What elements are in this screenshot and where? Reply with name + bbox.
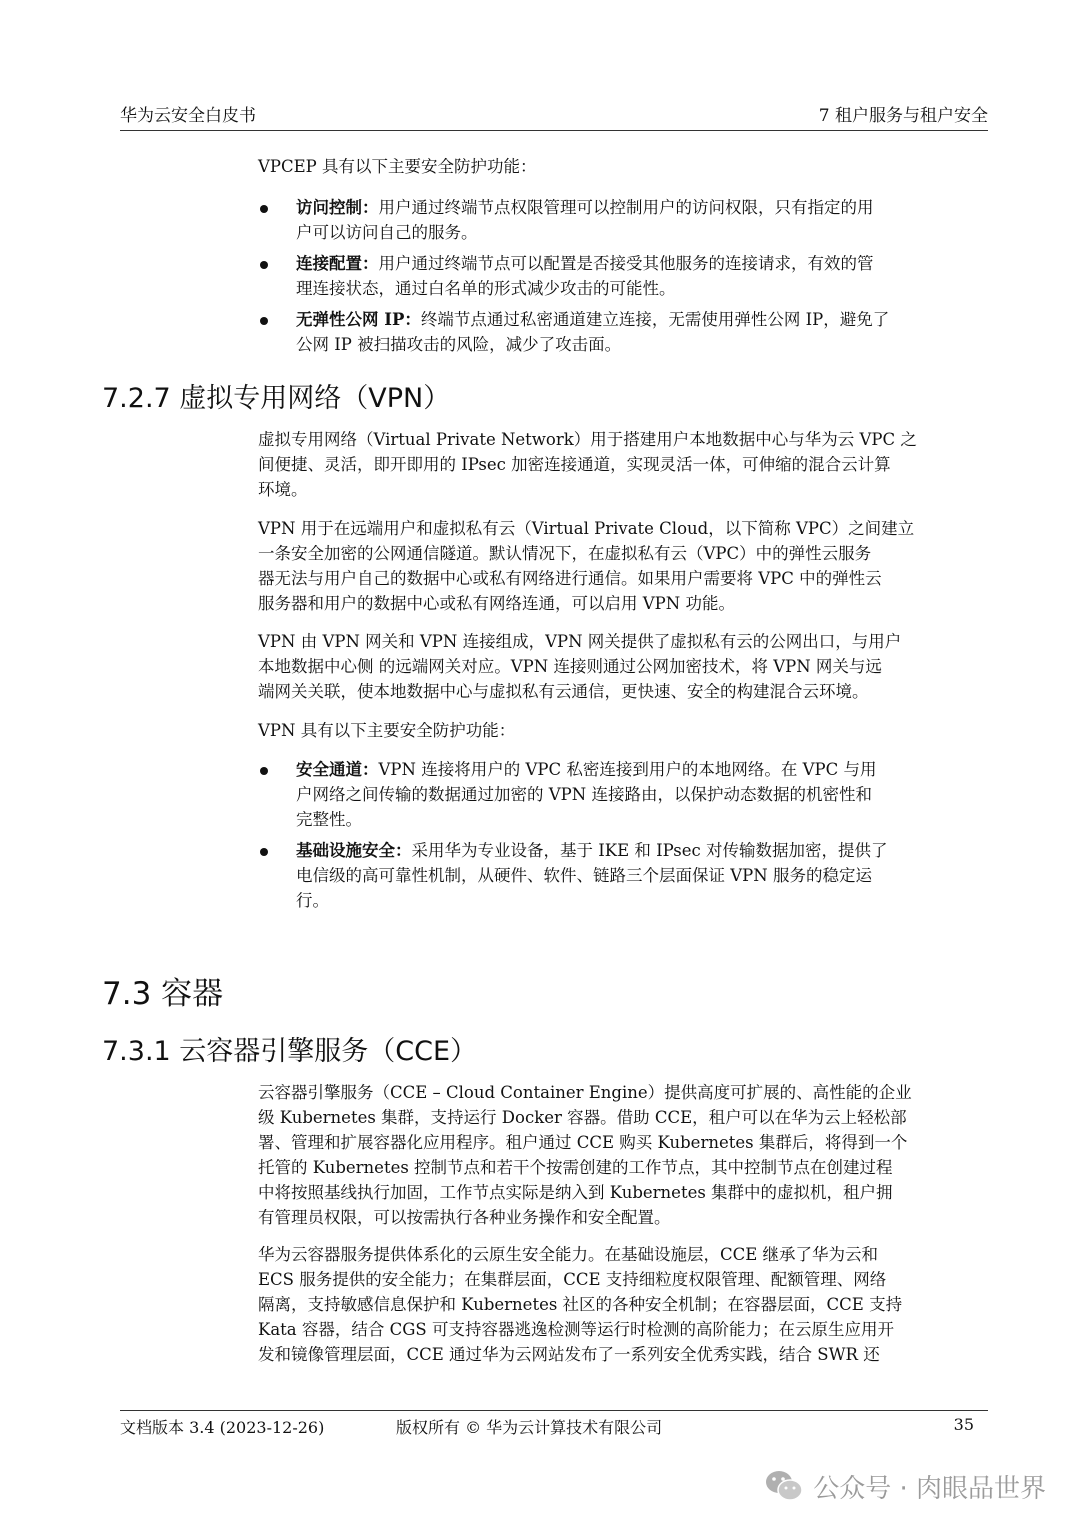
list-item	[258, 251, 978, 301]
text-line: 端网关关联，使本地数据中心与虚拟私有云通信，更快速、安全的构建混合云环境。	[258, 682, 869, 701]
bullet-text: 户网络之间传输的数据通过加密的 VPN 连接路由，以保护动态数据的机密性和	[296, 785, 872, 804]
text-line: VPN 由 VPN 网关和 VPN 连接组成，VPN 网关提供了虚拟私有云的公网出口，与用户	[258, 632, 902, 651]
text-line: 中将按照基线执行加固，工作节点实际是纳入到 Kubernetes 集群中的虚拟机，租户拥	[258, 1183, 893, 1202]
vpn-intro: VPN 具有以下主要安全防护功能：	[258, 721, 516, 740]
bullet-icon	[260, 205, 268, 213]
bullet-icon	[260, 261, 268, 269]
bullet-icon	[260, 317, 268, 325]
text-line: VPN 用于在远端用户和虚拟私有云（Virtual Private Cloud，以下简称 VPC）之间建立	[258, 519, 915, 538]
text-line: 云容器引擎服务（CCE – Cloud Container Engine）提供高度可扩展的、高性能的企业	[258, 1083, 912, 1102]
page-number: 35	[953, 1415, 974, 1434]
text-line: 器无法与用户自己的数据中心或私有网络进行通信。如果用户需要将 VPC 中的弹性云	[258, 569, 882, 588]
text-line: Kata 容器，结合 CGS 可支持容器逃逸检测等运行时检测的高阶能力；在云原生应用开	[258, 1320, 894, 1339]
list-item	[258, 307, 978, 357]
bullet-text: 终端节点通过私密通道建立连接，无需使用弹性公网 IP，避免了	[420, 310, 890, 329]
text-line: 发和镜像管理层面，CCE 通过华为云网站发布了一系列安全优秀实践，结合 SWR 还	[258, 1345, 880, 1364]
bullet-text: VPN 连接将用户的 VPC 私密连接到用户的本地网络。在 VPC 与用	[378, 760, 877, 779]
text-line: ECS 服务提供的安全能力；在集群层面，CCE 支持细粒度权限管理、配额管理、网络	[258, 1270, 887, 1289]
bullet-text: 户可以访问自己的服务。	[296, 223, 478, 242]
bullet-text: 公网 IP 被扫描攻击的风险，减少了攻击面。	[296, 335, 622, 354]
bullet-text: 行。	[296, 891, 329, 910]
header-doc-title: 华为云安全白皮书	[120, 106, 256, 126]
doc-version: 文档版本 3.4 (2023-12-26)	[120, 1418, 325, 1437]
text-line: 环境。	[258, 480, 308, 499]
wechat-icon	[765, 1469, 803, 1503]
bullet-text: 完整性。	[296, 810, 362, 829]
bullet-text: 用户通过终端节点权限管理可以控制用户的访问权限，只有指定的用	[378, 198, 874, 217]
page-footer	[120, 1410, 988, 1437]
bullet-term: 访问控制：	[296, 198, 379, 217]
bullet-icon	[260, 848, 268, 856]
text-line: 一条安全加密的公网通信隧道。默认情况下，在虚拟私有云（VPC）中的弹性云服务	[258, 544, 872, 563]
list-item	[258, 195, 978, 245]
bullet-text: 采用华为专业设备，基于 IKE 和 IPsec 对传输数据加密，提供了	[411, 841, 888, 860]
section-heading-cce: 7.3.1 云容器引擎服务（CCE）	[102, 1036, 478, 1067]
text-line: 托管的 Kubernetes 控制节点和若干个按需创建的工作节点，其中控制节点在创建过程	[258, 1158, 893, 1177]
copyright: 版权所有 © 华为云计算技术有限公司	[396, 1418, 663, 1437]
section-heading-vpn: 7.2.7 虚拟专用网络（VPN）	[102, 383, 451, 414]
text-line: 隔离，支持敏感信息保护和 Kubernetes 社区的各种安全机制；在容器层面，CCE 支持	[258, 1295, 903, 1314]
bullet-term: 基础设施安全：	[296, 841, 412, 860]
text-line: 服务器和用户的数据中心或私有网络连通，可以启用 VPN 功能。	[258, 594, 735, 613]
text-line: 本地数据中心侧 的远端网关对应。VPN 连接则通过公网加密技术，将 VPN 网关与远	[258, 657, 882, 676]
vpcep-intro: VPCEP 具有以下主要安全防护功能：	[258, 157, 537, 176]
text-line: 有管理员权限，可以按需执行各种业务操作和安全配置。	[258, 1208, 671, 1227]
vpn-paragraph-3	[258, 629, 978, 704]
bullet-text: 用户通过终端节点可以配置是否接受其他服务的连接请求，有效的管	[378, 254, 874, 273]
bullet-icon	[260, 767, 268, 775]
text-line: 间便捷、灵活，即开即用的 IPsec 加密连接通道，实现灵活一体，可伸缩的混合云计算	[258, 455, 891, 474]
bullet-text: 理连接状态，通过白名单的形式减少攻击的可能性。	[296, 279, 676, 298]
header-chapter-title: 7 租户服务与租户安全	[818, 106, 988, 126]
list-item	[258, 838, 978, 913]
cce-paragraph-2	[258, 1242, 978, 1367]
bullet-term: 连接配置：	[296, 254, 379, 273]
page-header	[120, 104, 988, 131]
bullet-text: 电信级的高可靠性机制，从硬件、软件、链路三个层面保证 VPN 服务的稳定运	[296, 866, 872, 885]
watermark-text: 公众号 · 肉眼品世界	[813, 1473, 1046, 1504]
bullet-term: 无弹性公网 IP：	[296, 310, 421, 329]
section-heading-container: 7.3 容器	[102, 976, 224, 1012]
bullet-term: 安全通道：	[296, 760, 379, 779]
vpn-paragraph-2	[258, 516, 978, 616]
vpn-paragraph-1	[258, 427, 978, 502]
text-line: 华为云容器服务提供体系化的云原生安全能力。在基础设施层，CCE 继承了华为云和	[258, 1245, 879, 1264]
text-line: 级 Kubernetes 集群，支持运行 Docker 容器。借助 CCE，租户可以在华为云上轻松部	[258, 1108, 907, 1127]
text-line: 署、管理和扩展容器化应用程序。租户通过 CCE 购买 Kubernetes 集群后，将得到一个	[258, 1133, 908, 1152]
list-item	[258, 757, 978, 832]
watermark	[765, 1466, 1046, 1506]
text-line: 虚拟专用网络（Virtual Private Network）用于搭建用户本地数据中心与华为云 VPC 之	[258, 430, 917, 449]
cce-paragraph-1	[258, 1080, 978, 1230]
